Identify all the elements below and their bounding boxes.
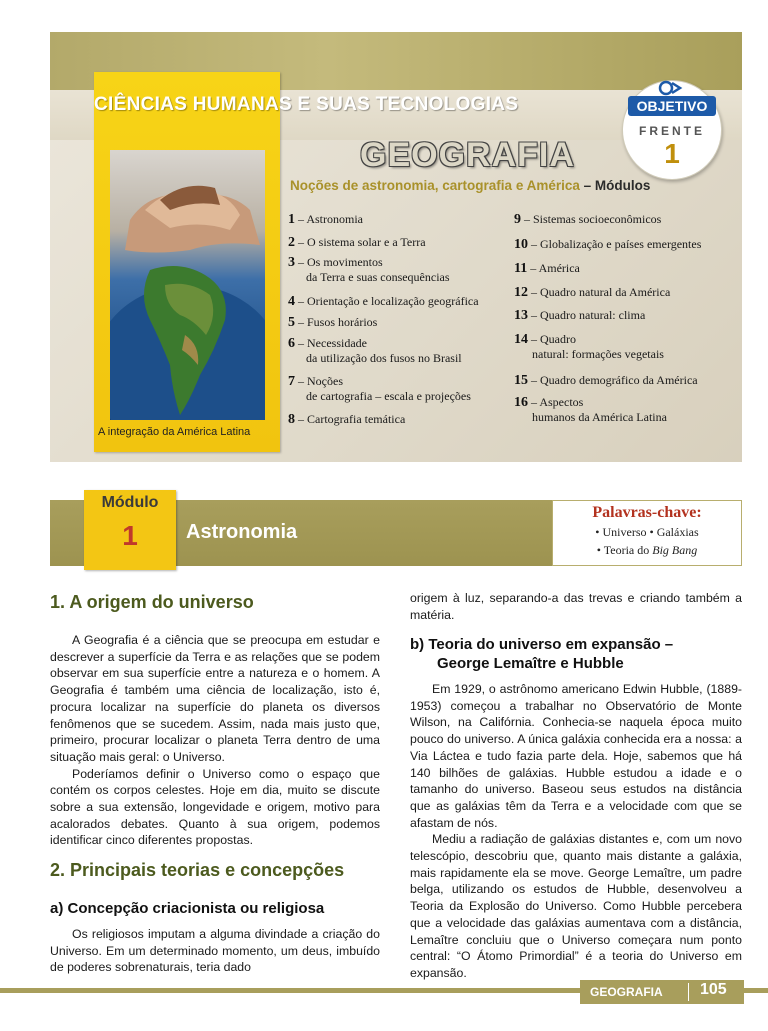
module-item: 11 – América	[514, 261, 580, 276]
module-item: 15 – Quadro demográfico da América	[514, 373, 698, 388]
badge-frente-label: FRENTE	[639, 124, 705, 138]
module-item: 8 – Cartografia temática	[288, 412, 406, 427]
module-item: 13 – Quadro natural: clima	[514, 308, 646, 323]
cover-photo	[110, 150, 265, 420]
subsection-b-body	[410, 681, 742, 982]
modules-subtitle	[290, 178, 650, 193]
module-item: 1 – Astronomia	[288, 212, 363, 227]
module-item: 14 – Quadro natural: formações vegetais	[514, 332, 664, 361]
footer-subject: GEOGRAFIA	[590, 985, 663, 999]
paragraph: Poderíamos definir o Universo como o espaço que contém os corpos celestes. Hoje em dia, muito se discute sobre a sua extensão, longevidade e origem, motivo para acalorados debates. Quanto à sua origem, podemos identificar cinco diferentes propostas.	[50, 766, 380, 848]
module-item: 2 – O sistema solar e a Terra	[288, 235, 426, 250]
module-item: 5 – Fusos horários	[288, 315, 378, 330]
badge-brand: OBJETIVO	[628, 96, 716, 116]
photo-caption: A integração da América Latina	[98, 426, 251, 438]
hands-over-globe-illustration	[110, 150, 265, 420]
paragraph: Os religiosos imputam a alguma divindade a criação do Universo. Em um determinado momento, um deus, imbuído de poderes sobrenaturais, teria dado	[50, 927, 380, 975]
subtitle-suffix: – Módulos	[579, 178, 651, 193]
subsection-a-body	[50, 926, 380, 976]
badge-frente-number: 1	[664, 138, 680, 169]
paragraph: A Geografia é a ciência que se preocupa em estudar e descrever a superfície da Terra e as relações que se podem observar em sua superfície entre a natureza e o homem. A Geografia é também uma ciência de localização, isto é, procura localizar na superfície do planeta os diversos fenômenos que se sucedem. Assim, nada mais justo que, primeiro, procurar localizar o planeta Terra dentro de uma situação mais geral: o Universo.	[50, 633, 380, 764]
keywords-title: Palavras-chave:	[592, 504, 702, 521]
subtitle-main: Noções de astronomia, cartografia e América	[290, 178, 580, 193]
footer-separator	[688, 983, 689, 1001]
page-number: 105	[700, 981, 727, 998]
module-item: 4 – Orientação e localização geográfica	[288, 294, 479, 309]
keywords-line-1: • Universo • Galáxias	[595, 525, 699, 539]
module-item: 6 – Necessidade da utilização dos fusos no Brasil	[288, 336, 462, 365]
module-number: 1	[122, 520, 138, 551]
module-item: 12 – Quadro natural da América	[514, 285, 671, 300]
subsection-a-heading: a) Concepção criacionista ou religiosa	[50, 900, 325, 917]
module-item: 10 – Globalização e países emergentes	[514, 237, 702, 252]
subject-title: GEOGRAFIA	[360, 136, 575, 174]
subsection-b-heading: b) Teoria do universo em expansão – George Lemaître e Hubble	[410, 636, 674, 672]
subsection-a-continued	[410, 590, 742, 623]
module-title: Astronomia	[186, 521, 298, 543]
module-item: 3 – Os movimentos da Terra e suas consequências	[288, 255, 450, 284]
paragraph: Em 1929, o astrônomo americano Edwin Hubble, (1889-1953) começou a trabalhar no Observatório de Monte Wilson, na Califórnia. Conhecia-se naquela época muito pouco do universo. A única galáxia conhecida era a nossa: a Via Láctea e tudo fazia parte dela. Hoje, sabemos que há 140 bilhões de galáxias. Hubble estudou a idade e o tamanho do universo. Baseou seus estudos na distância que as galáxias têm da Terra e a velocidade com que se afastam de nós.	[410, 682, 742, 830]
section-1-heading: 1. A origem do universo	[50, 592, 254, 612]
objetivo-logo-icon	[658, 80, 684, 96]
module-item: 7 – Noções de cartografia – escala e projeções	[288, 374, 471, 403]
section-2-heading: 2. Principais teorias e concepções	[50, 860, 345, 880]
area-title: CIÊNCIAS HUMANAS E SUAS TECNOLOGIAS	[94, 94, 519, 115]
module-item: 16 – Aspectos humanos da América Latina	[514, 395, 667, 424]
keywords-line-2: • Teoria do Big Bang	[596, 543, 698, 557]
module-label: Módulo	[101, 494, 159, 511]
module-item: 9 – Sistemas socioeconômicos	[514, 212, 662, 227]
paragraph: Mediu a radiação de galáxias distantes e, com um novo telescópio, descobriu que, quanto mais distante a galáxia, mais rapidamente ela se move. George Lemaître, um padre belga, utilizando os estudos de Hubble, desenvolveu a Teoria da Explosão do Universo. Como Hubble percebera que a velocidade das galáxias aumentava com a distância, Lemaître concluiu que o Universo começara num ponto central: “O Átomo Primordial” é a teoria do Universo em expansão.	[410, 832, 742, 980]
section-1-body	[50, 632, 380, 849]
paragraph: origem à luz, separando-a das trevas e criando também a matéria.	[410, 591, 742, 622]
